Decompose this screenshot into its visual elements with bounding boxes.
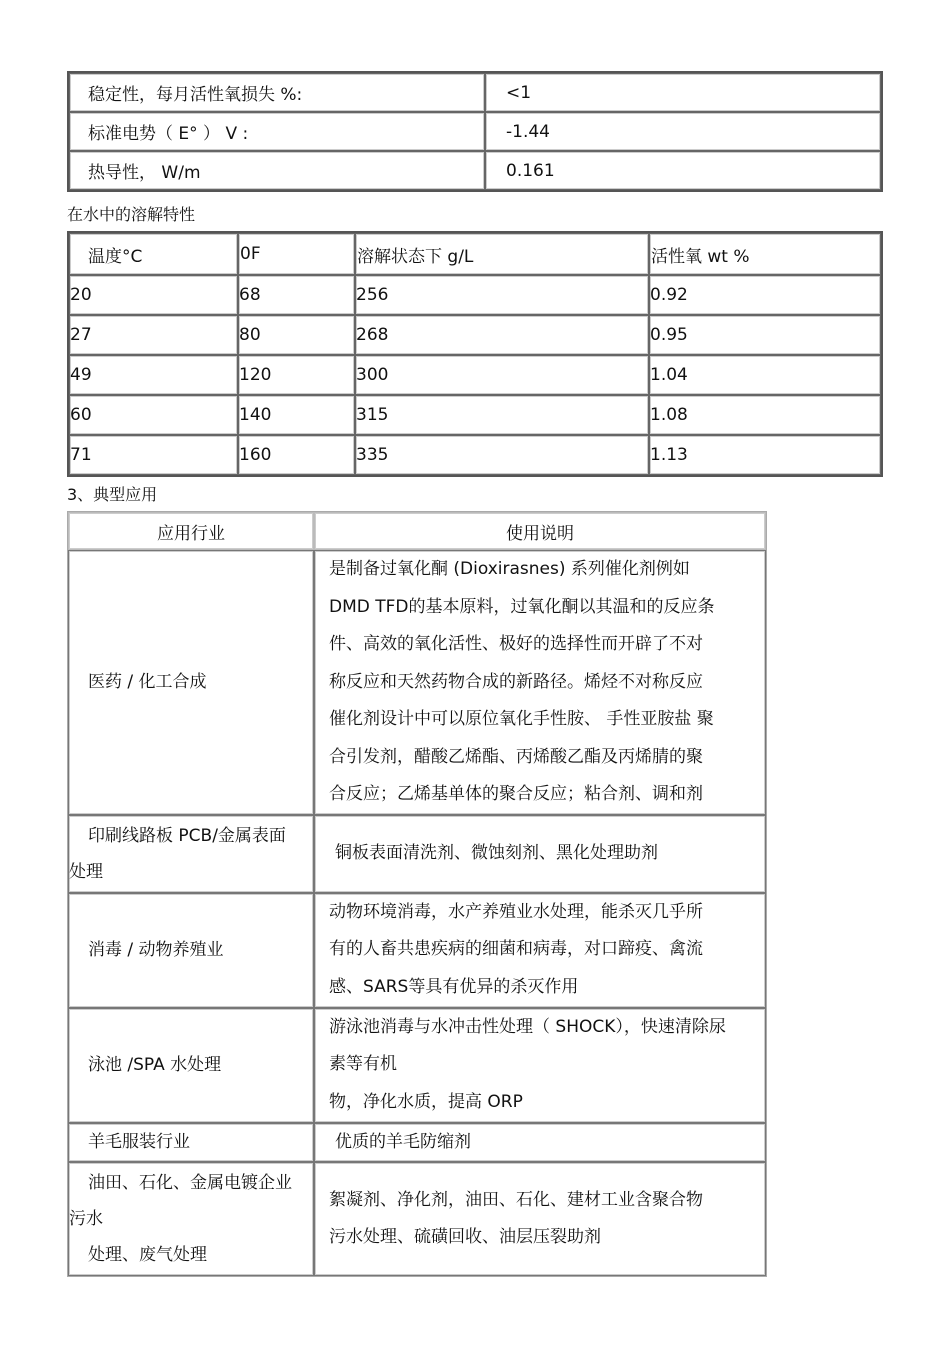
industry-text: 印刷线路板 PCB/金属表面: [88, 825, 286, 846]
industry-cell: [68, 1162, 314, 1276]
industry-cell: [68, 1008, 314, 1123]
table-row: [69, 73, 881, 112]
table-row: [69, 315, 881, 355]
industry-text: 油田、石化、金属电镀企业: [88, 1173, 292, 1193]
table-cell: 1.13: [649, 435, 881, 475]
industry-text: 羊毛服装行业: [88, 1132, 190, 1153]
description-cell: [314, 550, 766, 815]
industry-text: 医药 / 化工合成: [88, 672, 207, 693]
table-cell: 60: [69, 395, 238, 435]
property-name: 标准电势（ E° ） V :: [69, 112, 485, 151]
property-value: 0.161: [485, 151, 881, 190]
table-cell: 71: [69, 435, 238, 475]
table-cell: 120: [238, 355, 355, 395]
table-cell: 315: [355, 395, 649, 435]
table-cell: 80: [238, 315, 355, 355]
table-cell: 27: [69, 315, 238, 355]
table-row: [69, 275, 881, 315]
industry-text: 处理、废气处理: [88, 1245, 207, 1265]
table-cell: 160: [238, 435, 355, 475]
table-cell: 335: [355, 435, 649, 475]
description-line: 催化剂设计中可以原位氧化手性胺、 手性亚胺盐 聚: [329, 709, 714, 729]
industry-text: 消毒 / 动物养殖业: [88, 940, 224, 960]
description-line: 絮凝剂、净化剂，油田、石化、建材工业含聚合物: [329, 1189, 703, 1210]
column-header: 活性氧 wt %: [649, 233, 881, 275]
applications-caption: 3、典型应用: [67, 485, 158, 504]
description-cell: [314, 1123, 766, 1163]
description-cell: [314, 815, 766, 893]
property-name: 稳定性，每月活性氧损失 %:: [69, 73, 485, 112]
industry-text: 污水: [69, 1209, 103, 1229]
solubility-caption: 在水中的溶解特性: [67, 205, 196, 224]
table-cell: 1.04: [649, 355, 881, 395]
column-header: 使用说明: [314, 512, 766, 550]
table-row: [68, 893, 766, 1008]
description-line: 是制备过氧化酮 (Dioxirasnes) 系列催化剂例如: [329, 559, 690, 579]
description-cell: [314, 1008, 766, 1123]
description-line: DMD TFD的基本原料，过氧化酮以其温和的反应条: [329, 596, 715, 617]
table-header-row: [69, 233, 881, 275]
industry-text: 处理: [69, 861, 103, 882]
table-row: [69, 151, 881, 190]
industry-cell: [68, 893, 314, 1008]
table-row: [68, 1123, 766, 1163]
solubility-table: [67, 231, 883, 477]
column-header: 温度°C: [69, 233, 238, 275]
description-line: 称反应和天然药物合成的新路径。烯烃不对称反应: [329, 671, 703, 692]
description-line: 合反应；乙烯基单体的聚合反应；粘合剂、调和剂: [329, 784, 703, 804]
description-line: 铜板表面清洗剂、微蚀刻剂、黑化处理助剂: [335, 842, 658, 863]
table-row: [68, 815, 766, 893]
table-row: [69, 112, 881, 151]
table-cell: 49: [69, 355, 238, 395]
industry-cell: [68, 815, 314, 893]
table-cell: 256: [355, 275, 649, 315]
table-row: [69, 435, 881, 475]
description-line: 动物环境消毒，水产养殖业水处理，能杀灭几乎所: [329, 901, 703, 922]
table-row: [68, 1008, 766, 1123]
table-cell: 268: [355, 315, 649, 355]
description-line: 有的人畜共患疾病的细菌和病毒，对口蹄疫、禽流: [329, 939, 703, 960]
description-line: 游泳池消毒与水冲击性处理（ SHOCK），快速清除尿: [329, 1016, 726, 1037]
column-header: 0F: [238, 233, 355, 275]
description-line: 优质的羊毛防缩剂: [335, 1131, 471, 1152]
table-row: [69, 355, 881, 395]
table-header-row: [68, 512, 766, 550]
table-row: [68, 1162, 766, 1276]
table-cell: 20: [69, 275, 238, 315]
table-cell: 140: [238, 395, 355, 435]
table-cell: 0.95: [649, 315, 881, 355]
table-cell: 1.08: [649, 395, 881, 435]
table-row: [68, 550, 766, 815]
description-cell: [314, 1162, 766, 1276]
description-line: 污水处理、硫磺回收、油层压裂助剂: [329, 1227, 601, 1247]
description-cell: [314, 893, 766, 1008]
industry-cell: [68, 1123, 314, 1163]
description-line: 件、高效的氧化活性、极好的选择性而开辟了不对: [329, 634, 703, 654]
industry-text: 泳池 /SPA 水处理: [88, 1055, 222, 1075]
properties-table: [67, 71, 883, 192]
description-line: 合引发剂，醋酸乙烯酯、丙烯酸乙酯及丙烯腈的聚: [329, 746, 703, 767]
industry-cell: [68, 550, 314, 815]
table-cell: 0.92: [649, 275, 881, 315]
description-line: 感、SARS等具有优异的杀灭作用: [329, 976, 579, 997]
table-cell: 68: [238, 275, 355, 315]
property-value: -1.44: [485, 112, 881, 151]
property-value: <1: [485, 73, 881, 112]
applications-table: [67, 511, 767, 1277]
column-header: 应用行业: [68, 512, 314, 550]
column-header: 溶解状态下 g/L: [355, 233, 649, 275]
description-line: 素等有机: [329, 1054, 397, 1075]
table-cell: 300: [355, 355, 649, 395]
table-row: [69, 395, 881, 435]
description-line: 物，净化水质，提高 ORP: [329, 1091, 523, 1112]
property-name: 热导性， W/m: [69, 151, 485, 190]
